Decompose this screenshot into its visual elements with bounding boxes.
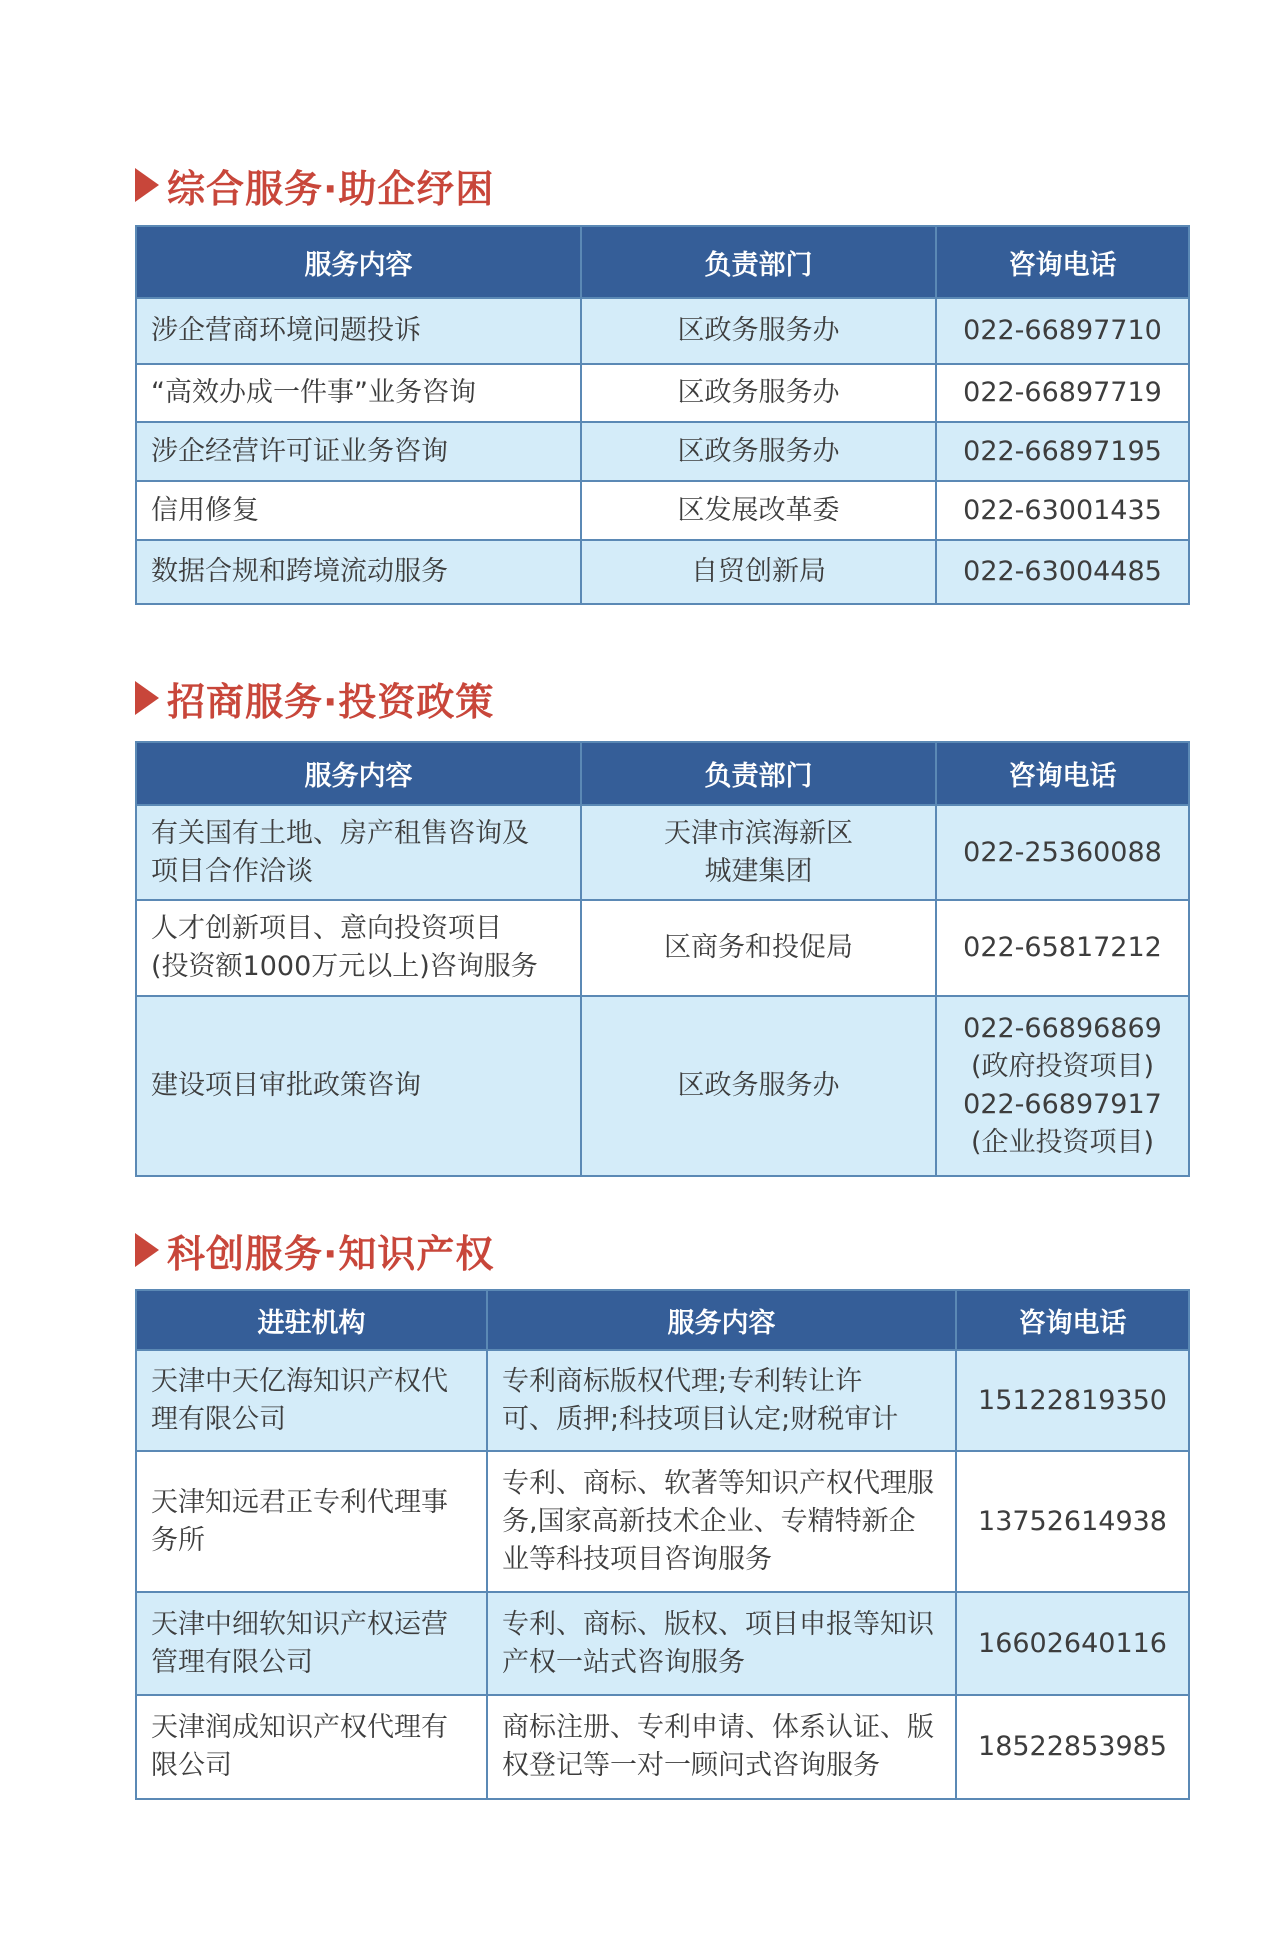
service-cell: 数据合规和跨境流动服务 (136, 540, 581, 604)
table-row (136, 996, 1189, 1176)
service-cell: 涉企经营许可证业务咨询 (136, 422, 581, 481)
service-cell (136, 900, 581, 996)
service-line: 业等科技项目咨询服务 (502, 1543, 772, 1575)
service-cell: “高效办成一件事”业务咨询 (136, 364, 581, 422)
phone-cell: 022-25360088 (936, 805, 1189, 900)
table-row (136, 1695, 1189, 1799)
section-title-text: 招商服务·投资政策 (167, 679, 495, 724)
service-line: 有关国有土地、房产租售咨询及 (151, 817, 529, 849)
table-row (136, 1592, 1189, 1695)
service-cell (487, 1451, 956, 1592)
department-cell: 区商务和投促局 (581, 900, 936, 996)
department-cell: 区政务服务办 (581, 996, 936, 1176)
phone-cell: 022-65817212 (936, 900, 1189, 996)
column-header-phone: 咨询电话 (956, 1290, 1189, 1350)
column-header-department: 负责部门 (581, 226, 936, 298)
phone-note: (企业投资项目) (970, 1127, 1155, 1158)
comprehensive-services-table (135, 225, 1190, 605)
department-cell: 区政务服务办 (581, 298, 936, 364)
service-line: 项目合作洽谈 (151, 855, 313, 887)
organization-line: 限公司 (151, 1750, 232, 1781)
phone-cell: 18522853985 (956, 1695, 1189, 1799)
department-line: 天津市滨海新区 (664, 817, 853, 849)
innovation-ip-table (135, 1289, 1190, 1800)
section-title-comprehensive-services (135, 160, 494, 210)
service-cell: 信用修复 (136, 481, 581, 540)
table-header-row (136, 226, 1189, 298)
table-row (136, 540, 1189, 604)
phone-cell: 022-66897195 (936, 422, 1189, 481)
service-line: 可、质押;科技项目认定;财税审计 (502, 1403, 899, 1435)
column-header-organization: 进驻机构 (136, 1290, 487, 1350)
section-title-investment-services (135, 673, 494, 723)
service-line: 专利、商标、软著等知识产权代理服 (502, 1467, 934, 1499)
organization-cell (136, 1350, 487, 1451)
organization-line: 天津润成知识产权代理有 (151, 1712, 448, 1743)
service-line: (投资额1000万元以上)咨询服务 (151, 951, 538, 982)
table-row (136, 364, 1189, 422)
triangle-bullet-icon (135, 1233, 159, 1267)
service-cell: 建设项目审批政策咨询 (136, 996, 581, 1176)
service-cell (487, 1695, 956, 1799)
table-row (136, 298, 1189, 364)
service-cell (136, 805, 581, 900)
section-title-text: 综合服务·助企纾困 (167, 166, 495, 211)
table-row (136, 805, 1189, 900)
phone-cell: 022-63004485 (936, 540, 1189, 604)
phone-number: 022-66897917 (963, 1089, 1162, 1120)
triangle-bullet-icon (135, 168, 159, 202)
table-header-row (136, 1290, 1189, 1350)
phone-cell: 022-66897710 (936, 298, 1189, 364)
phone-cell: 16602640116 (956, 1592, 1189, 1695)
phone-number: 022-66896869 (963, 1013, 1162, 1044)
service-line: 产权一站式咨询服务 (502, 1646, 745, 1678)
service-line: 商标注册、专利申请、体系认证、版 (502, 1712, 934, 1743)
phone-note: (政府投资项目) (970, 1051, 1155, 1082)
column-header-service: 服务内容 (136, 226, 581, 298)
column-header-phone: 咨询电话 (936, 226, 1189, 298)
service-line: 权登记等一对一顾问式咨询服务 (502, 1750, 880, 1781)
service-cell: 涉企营商环境问题投诉 (136, 298, 581, 364)
column-header-service: 服务内容 (136, 742, 581, 805)
department-cell: 区政务服务办 (581, 422, 936, 481)
department-cell: 自贸创新局 (581, 540, 936, 604)
column-header-department: 负责部门 (581, 742, 936, 805)
phone-cell (936, 996, 1189, 1176)
table-row (136, 1350, 1189, 1451)
phone-cell: 022-63001435 (936, 481, 1189, 540)
organization-line: 天津中细软知识产权运营 (151, 1608, 448, 1640)
table-row (136, 481, 1189, 540)
service-line: 务,国家高新技术企业、专精特新企 (502, 1505, 916, 1537)
phone-cell: 022-66897719 (936, 364, 1189, 422)
section-title-text: 科创服务·知识产权 (167, 1231, 495, 1276)
organization-cell (136, 1451, 487, 1592)
organization-line: 务所 (151, 1524, 205, 1556)
department-cell: 区政务服务办 (581, 364, 936, 422)
service-line: 人才创新项目、意向投资项目 (151, 913, 502, 944)
triangle-bullet-icon (135, 681, 159, 715)
organization-cell (136, 1592, 487, 1695)
organization-line: 天津知远君正专利代理事 (151, 1486, 448, 1518)
phone-cell: 13752614938 (956, 1451, 1189, 1592)
column-header-phone: 咨询电话 (936, 742, 1189, 805)
table-row (136, 422, 1189, 481)
section-title-innovation-ip (135, 1225, 494, 1275)
department-cell (581, 805, 936, 900)
phone-cell: 15122819350 (956, 1350, 1189, 1451)
organization-line: 理有限公司 (151, 1403, 286, 1435)
department-line: 城建集团 (704, 855, 813, 887)
department-cell: 区发展改革委 (581, 481, 936, 540)
table-row (136, 1451, 1189, 1592)
organization-line: 天津中天亿海知识产权代 (151, 1365, 448, 1397)
organization-cell (136, 1695, 487, 1799)
service-line: 专利、商标、版权、项目申报等知识 (502, 1608, 934, 1640)
service-cell (487, 1350, 956, 1451)
table-header-row (136, 742, 1189, 805)
column-header-service: 服务内容 (487, 1290, 956, 1350)
service-line: 专利商标版权代理;专利转让许 (502, 1365, 863, 1397)
table-row (136, 900, 1189, 996)
investment-services-table (135, 741, 1190, 1177)
organization-line: 管理有限公司 (151, 1646, 313, 1678)
service-cell (487, 1592, 956, 1695)
